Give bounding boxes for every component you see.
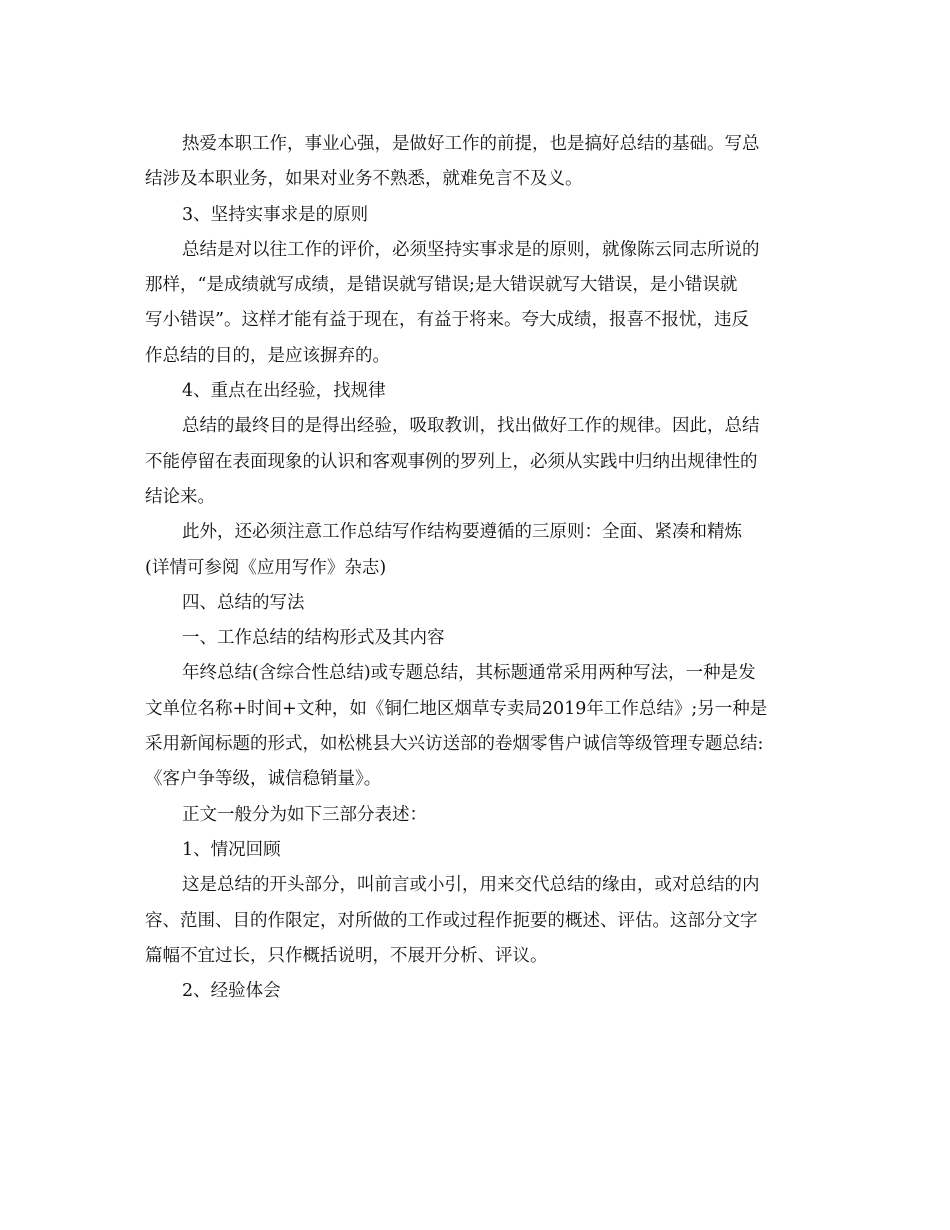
paragraph-line: 那样，“是成绩就写成绩，是错误就写错误;是大错误就写大错误，是小错误就	[145, 275, 738, 296]
section-heading: 一、工作总结的结构形式及其内容	[182, 628, 445, 649]
paragraph-line: 采用新闻标题的形式，如松桃县大兴访送部的卷烟零售户诚信等级管理专题总结:	[145, 734, 764, 755]
section-heading: 3、坚持实事求是的原则	[182, 204, 369, 225]
paragraph-line: 结论来。	[145, 486, 215, 507]
paragraph-line: 总结的最终目的是得出经验，吸取教训，找出做好工作的规律。因此，总结	[182, 416, 760, 437]
paragraph-line: 正文一般分为如下三部分表述：	[182, 804, 427, 825]
paragraph-line: 热爱本职工作，事业心强，是做好工作的前提，也是搞好总结的基础。写总	[182, 134, 760, 154]
section-heading: 1、情况回顾	[182, 839, 281, 860]
section-heading: 4、重点在出经验，找规律	[182, 381, 386, 402]
paragraph-line: (详情可参阅《应用写作》杂志)	[145, 557, 387, 578]
paragraph-line: 这是总结的开头部分，叫前言或小引，用来交代总结的缘由，或对总结的内	[182, 875, 760, 896]
paragraph-line: 篇幅不宜过长，只作概括说明，不展开分析、评议。	[145, 945, 548, 966]
section-heading: 2、经验体会	[182, 981, 281, 1002]
paragraph-line: 结涉及本职业务，如果对业务不熟悉，就难免言不及义。	[145, 169, 583, 190]
document-body	[145, 127, 810, 1009]
paragraph-line: 总结是对以往工作的评价，必须坚持实事求是的原则，就像陈云同志所说的	[182, 239, 760, 260]
paragraph-line: 《客户争等级，诚信稳销量》。	[145, 769, 382, 790]
paragraph-line: 容、范围、目的作限定，对所做的工作或过程作扼要的概述、评估。这部分文字	[145, 910, 758, 931]
paragraph-line: 写小错误”。这样才能有益于现在，有益于将来。夸大成绩，报喜不报忧，违反	[145, 310, 749, 331]
paragraph-line: 年终总结(含综合性总结)或专题总结，其标题通常采用两种写法，一种是发	[182, 663, 756, 684]
paragraph-line: 不能停留在表面现象的认识和客观事例的罗列上，必须从实践中归纳出规律性的	[145, 451, 758, 472]
paragraph-line: 作总结的目的，是应该摒弃的。	[145, 345, 390, 366]
paragraph-line: 此外，还必须注意工作总结写作结构要遵循的三原则：全面、紧凑和精炼	[182, 522, 742, 543]
section-heading: 四、总结的写法	[182, 592, 305, 613]
paragraph-line: 文单位名称+时间+文种，如《铜仁地区烟草专卖局2019年工作总结》;另一种是	[145, 698, 768, 719]
